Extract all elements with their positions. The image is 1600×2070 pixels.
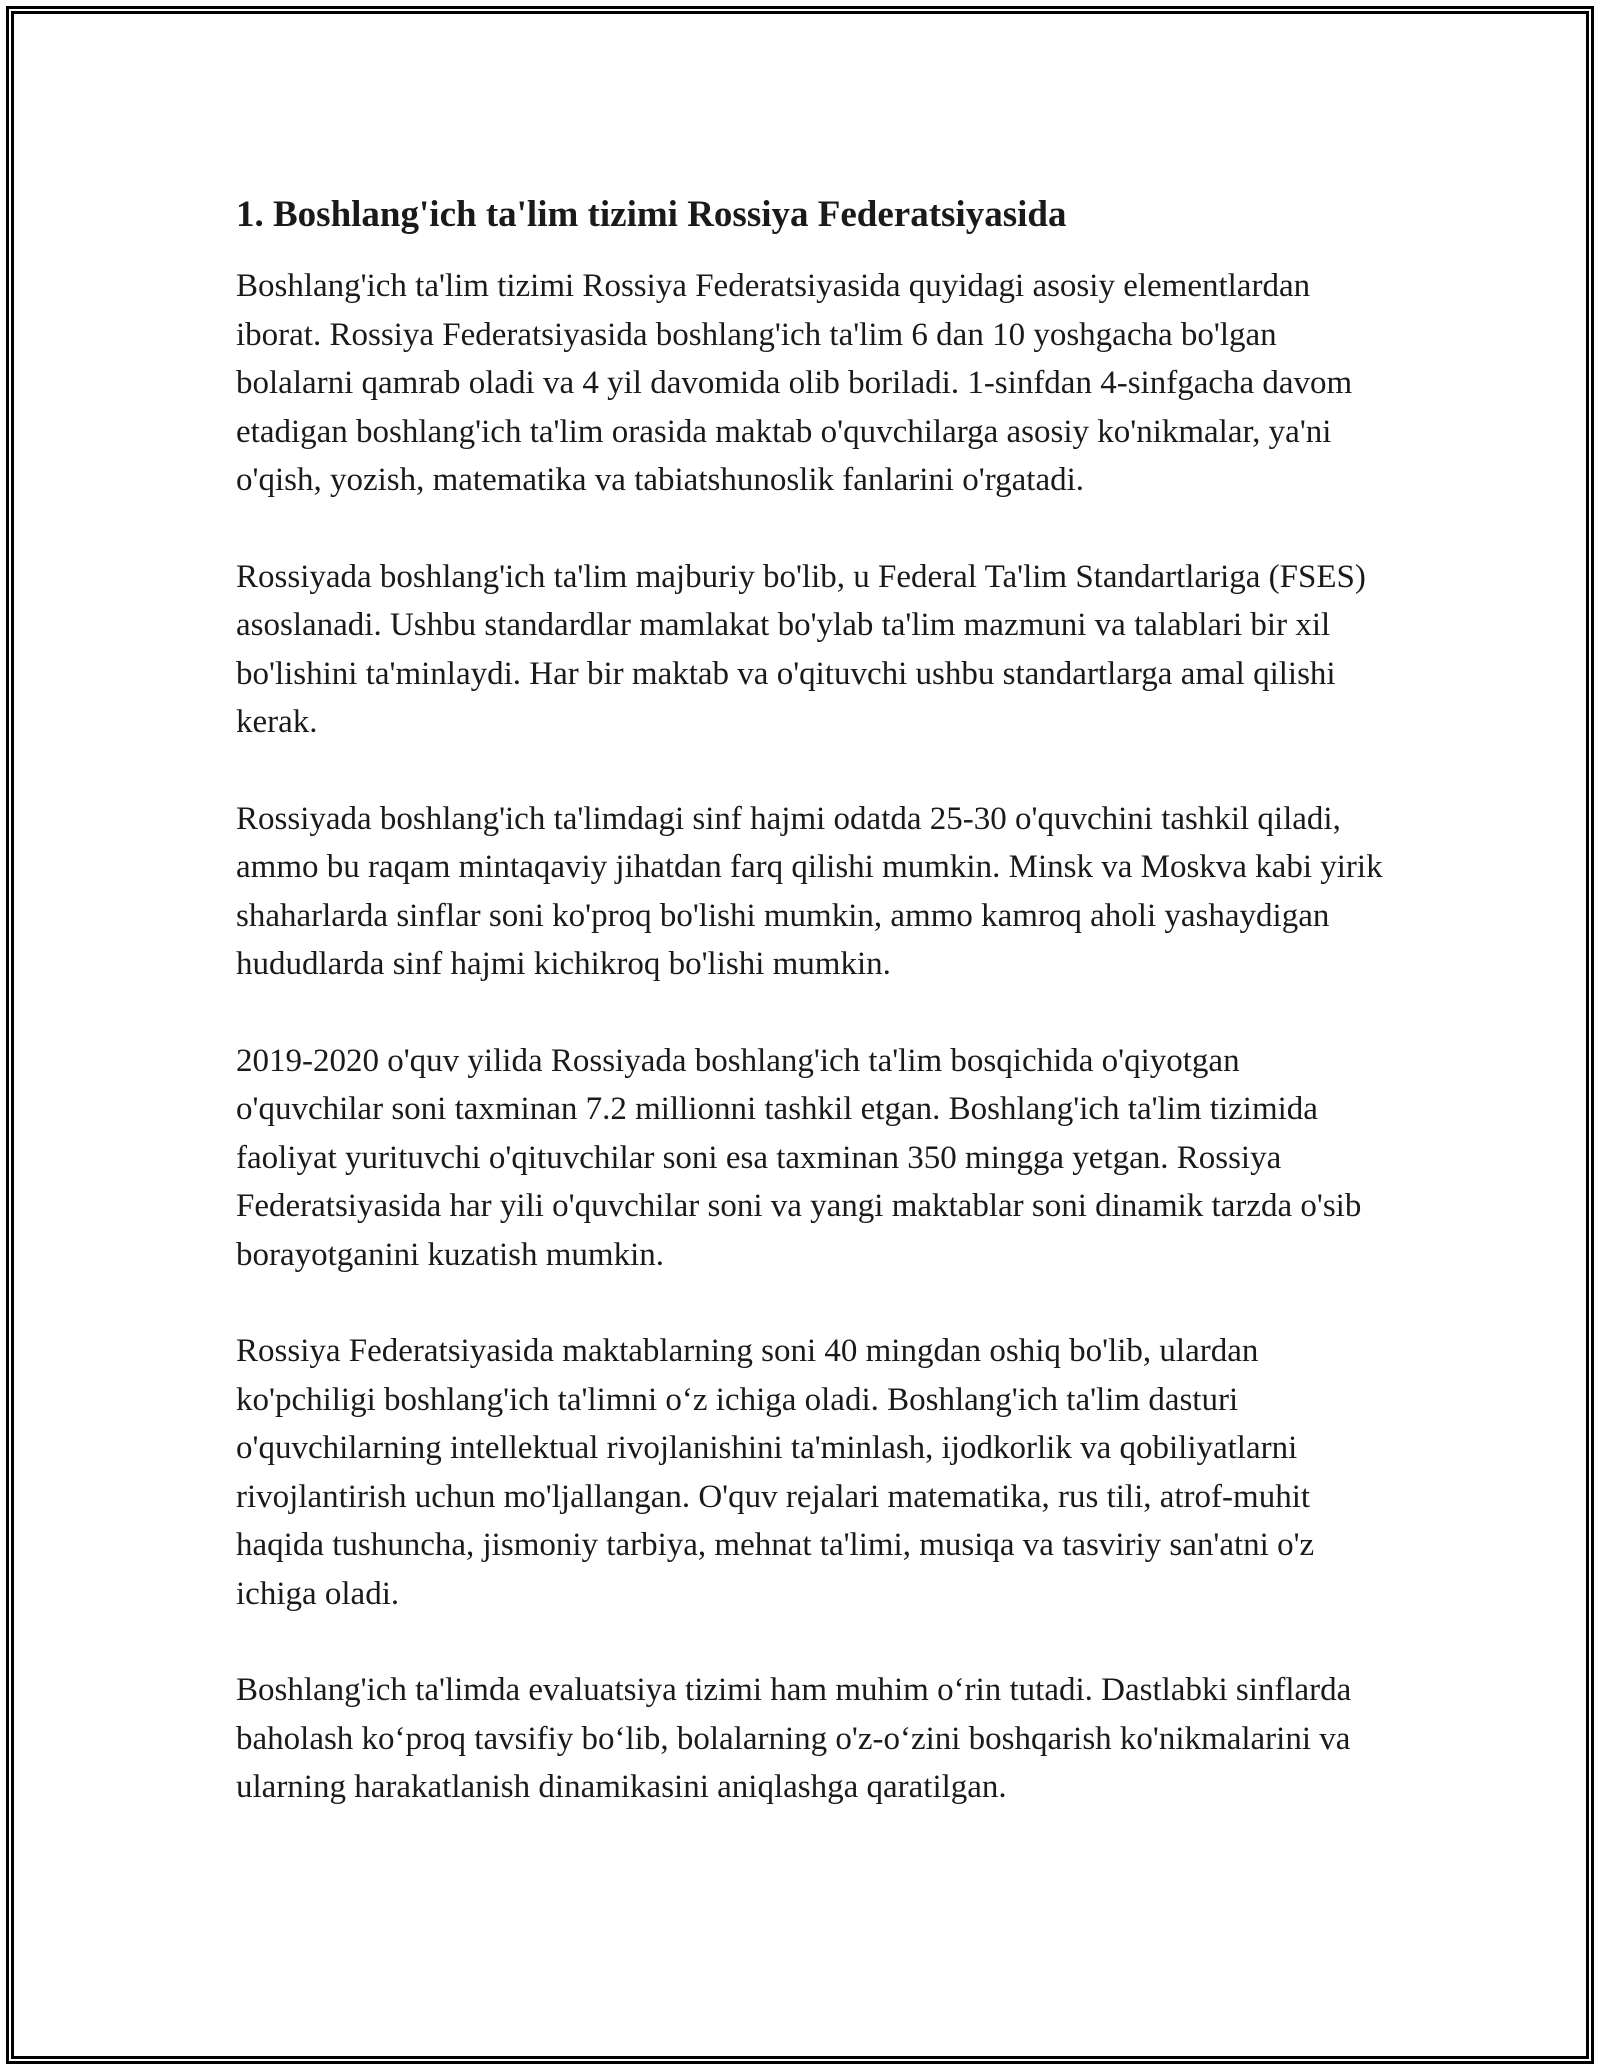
document-body [236,190,1386,1860]
paragraph-1: Boshlang'ich ta'lim tizimi Rossiya Federatsiyasida quyidagi asosiy elementlardan iborat. Rossiya Federatsiyasida boshlang'ich ta'lim 6 dan 10 yoshgacha bo'lgan bolalarni qamrab oladi va 4 yil davomida olib boriladi. 1-sinfdan 4-sinfgacha davom etadigan boshlang'ich ta'lim orasida maktab o'quvchilarga asosiy ko'nikmalar, ya'ni o'qish, yozish, matematika va tabiatshunoslik fanlarini o'rgatadi. [236,268,1353,498]
paragraph-3: Rossiyada boshlang'ich ta'limdagi sinf hajmi odatda 25-30 o'quvchini tashkil qiladi, ammo bu raqam mintaqaviy jihatdan farq qilishi mumkin. Minsk va Moskva kabi yirik shaharlarda sinflar soni ko'proq bo'lishi mumkin, ammo kamroq aholi yashaydigan hududlarda sinf hajmi kichikroq bo'lishi mumkin. [236,800,1383,982]
paragraph-6: Boshlang'ich ta'limda evaluatsiya tizimi ham muhim o‘rin tutadi. Dastlabki sinflarda baholash ko‘proq tavsifiy bo‘lib, bolalarning o'z-o‘zini boshqarish ko'nikmalarini va ularning harakatlanish dinamikasini aniqlashga qaratilgan. [236,1672,1352,1805]
paragraph-2: Rossiyada boshlang'ich ta'lim majburiy bo'lib, u Federal Ta'lim Standartlariga (FSES) asoslanadi. Ushbu standardlar mamlakat bo'ylab ta'lim mazmuni va talablari bir xil bo'lishini ta'minlaydi. Har bir maktab va o'qituvchi ushbu standartlarga amal qilishi kerak. [236,558,1366,740]
paragraph-4: 2019-2020 o'quv yilida Rossiyada boshlang'ich ta'lim bosqichida o'qiyotgan o'quvchilar soni taxminan 7.2 millionni tashkil etgan. Boshlang'ich ta'lim tizimida faoliyat yurituvchi o'qituvchilar soni esa taxminan 350 mingga yetgan. Rossiya Federatsiyasida har yili o'quvchilar soni va yangi maktablar soni dinamik tarzda o'sib borayotganini kuzatish mumkin. [236,1042,1362,1273]
paragraph-5: Rossiya Federatsiyasida maktablarning soni 40 mingdan oshiq bo'lib, ulardan ko'pchiligi boshlang'ich ta'limni o‘z ichiga oladi. Boshlang'ich ta'lim dasturi o'quvchilarning intellektual rivojlanishini ta'minlash, ijodkorlik va qobiliyatlarni rivojlantirish uchun mo'ljallangan. O'quv rejalari matematika, rus tili, atrof-muhit haqida tushuncha, jismoniy tarbiya, mehnat ta'limi, musiqa va tasviriy san'atni o'z ichiga oladi. [236,1333,1315,1612]
section-heading: 1. Boshlang'ich ta'lim tizimi Rossiya Federatsiyasida [236,194,1067,235]
